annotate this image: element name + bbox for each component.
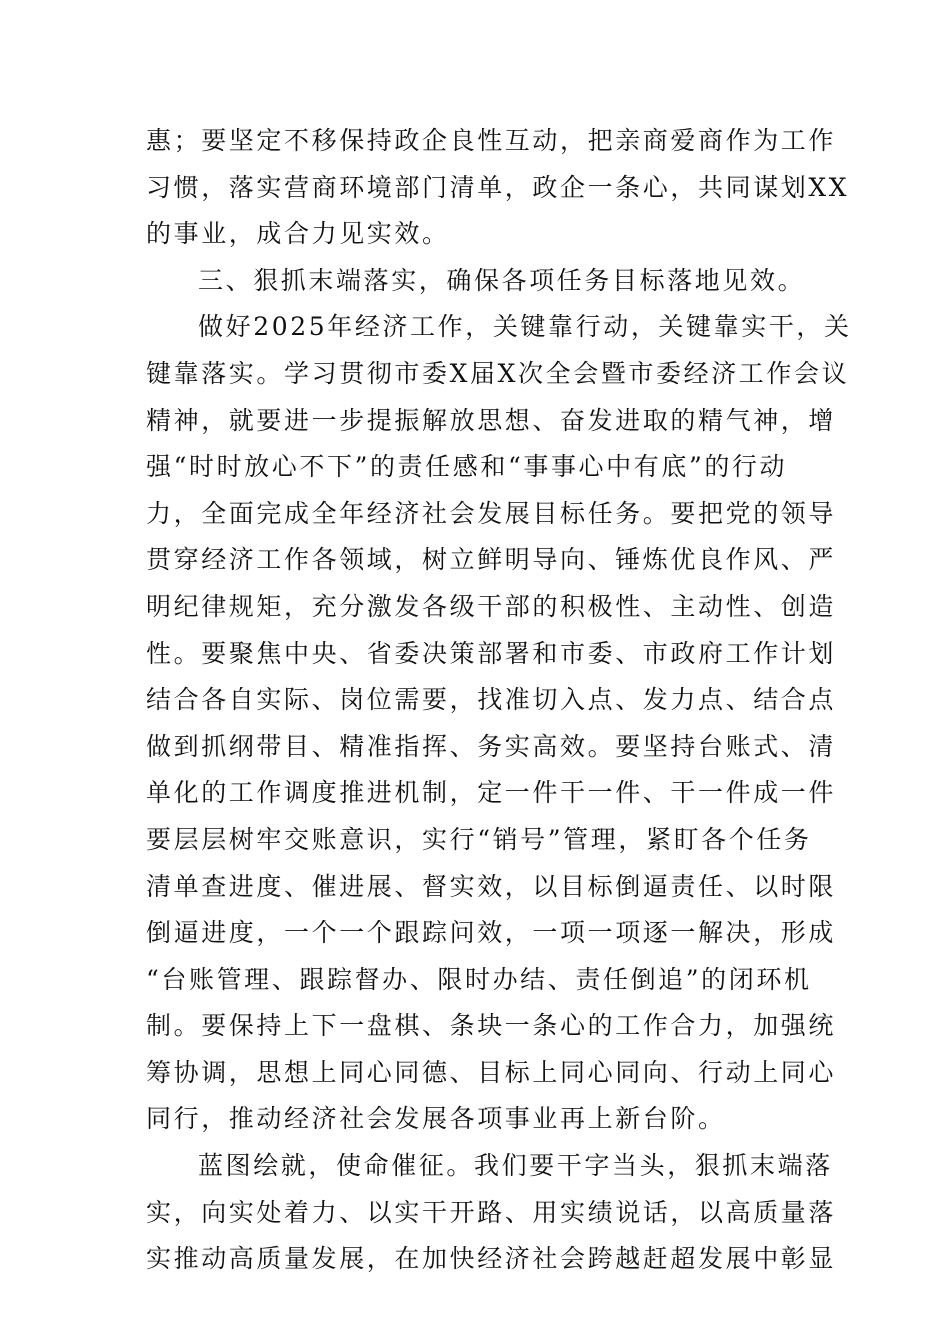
text-line: “台账管理、跟踪督办、限时办结、责任倒追”的闭环机 <box>146 964 812 994</box>
text-line: 要层层树牢交账意识，实行“销号”管理，紧盯各个任务 <box>146 824 812 854</box>
text-line: 倒逼进度，一个一个跟踪问效，一项一项逐一解决，形成 <box>146 918 837 948</box>
text-line: 做到抓纲带目、精准指挥、务实高效。要坚持台账式、清 <box>146 731 837 761</box>
text-line: 强“时时放心不下”的责任感和“事事心中有底”的行动 <box>146 452 788 482</box>
paragraph-continuation <box>146 118 850 258</box>
text-line: 明纪律规矩，充分激发各级干部的积极性、主动性、创造 <box>146 591 837 621</box>
paragraph-main <box>146 304 852 1143</box>
text-line: 实推动高质量发展，在加快经济社会跨越赶超发展中彰显 <box>146 1244 837 1274</box>
text-line: 精神，就要进一步提振解放思想、奋发进取的精气神，增 <box>146 405 837 435</box>
text-line: 习惯，落实营商环境部门清单，政企一条心，共同谋划XX <box>146 172 850 202</box>
text-line: 蓝图绘就，使命催征。我们要干字当头，狠抓末端落 <box>198 1151 833 1181</box>
text-line: 制。要保持上下一盘棋、条块一条心的工作合力，加强统 <box>146 1011 837 1041</box>
text-line: 键靠落实。学习贯彻市委X届X次全会暨市委经济工作会议 <box>146 358 850 388</box>
text-line: 做好2025年经济工作，关键靠行动，关键靠实干，关 <box>198 312 852 342</box>
text-line: 单化的工作调度推进机制，定一件干一件、干一件成一件 <box>146 778 837 808</box>
section-heading-text: 三、狠抓末端落实，确保各项任务目标落地见效。 <box>198 265 806 295</box>
paragraph-closing <box>146 1143 837 1283</box>
text-line: 力，全面完成全年经济社会发展目标任务。要把党的领导 <box>146 498 837 528</box>
text-line: 同行，推动经济社会发展各项事业再上新台阶。 <box>146 1104 726 1134</box>
text-line: 惠；要坚定不移保持政企良性互动，把亲商爱商作为工作 <box>146 126 837 155</box>
document-body <box>146 118 852 1283</box>
text-line: 筹协调，思想上同心同德、目标上同心同向、行动上同心 <box>146 1057 837 1087</box>
section-heading <box>146 258 806 305</box>
text-line: 的事业，成合力见实效。 <box>146 219 450 249</box>
text-line: 贯穿经济工作各领域，树立鲜明导向、锤炼优良作风、严 <box>146 545 837 575</box>
text-line: 清单查进度、催进展、督实效，以目标倒逼责任、以时限 <box>146 871 837 901</box>
text-line: 性。要聚焦中央、省委决策部署和市委、市政府工作计划 <box>146 638 837 668</box>
text-line: 结合各自实际、岗位需要，找准切入点、发力点、结合点 <box>146 685 837 715</box>
text-line: 实，向实处着力、以实干开路、用实绩说话，以高质量落 <box>146 1197 837 1227</box>
